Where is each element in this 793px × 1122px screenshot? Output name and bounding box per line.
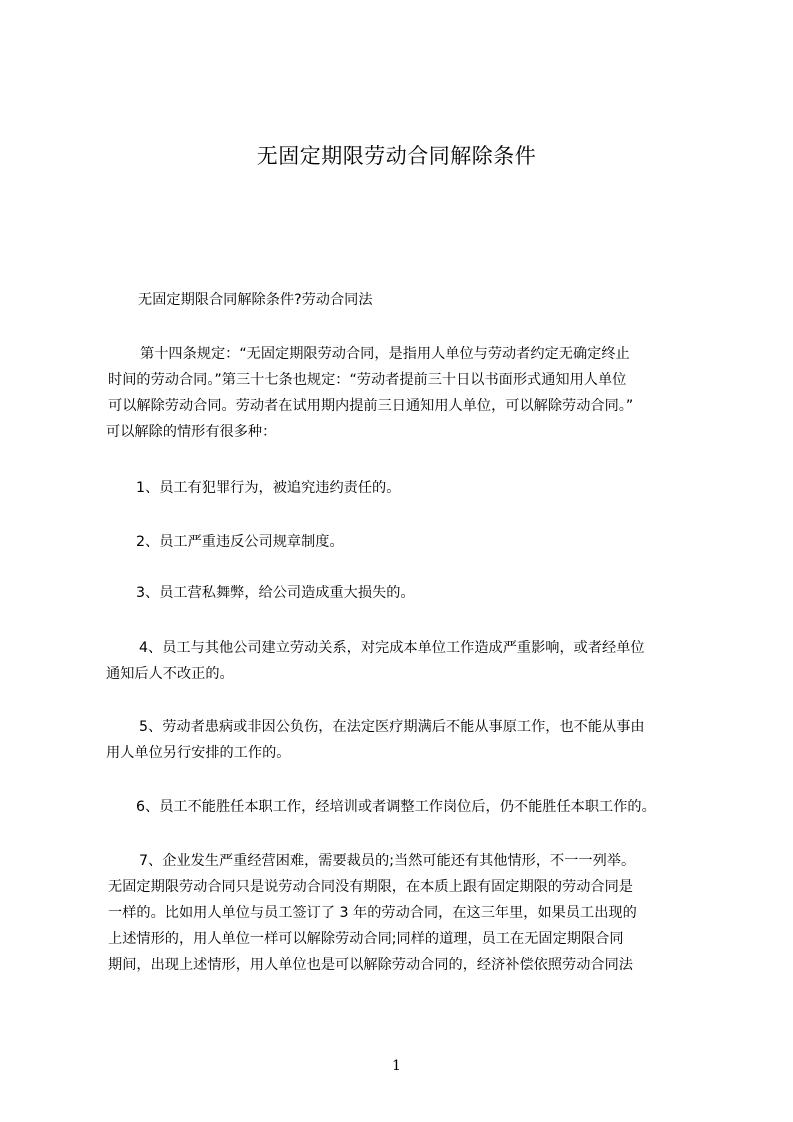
list-item-1: 1、员工有犯罪行为，被追究违约责任的。 — [136, 480, 401, 496]
page-number: 1 — [392, 1058, 401, 1074]
list-item-4-line-2: 通知后人不改正的。 — [106, 666, 234, 682]
intro-line-4: 可以解除的情形有很多种： — [106, 424, 277, 440]
list-item-7-line-1: 7、企业发生严重经营困难，需要裁员的;当然可能还有其他情形，不一一列举。 — [139, 853, 636, 869]
subtitle-line: 无固定期限合同解除条件?劳动合同法 — [138, 292, 373, 308]
list-item-7-line-2: 无固定期限劳动合同只是说劳动合同没有期限，在本质上跟有固定期限的劳动合同是 — [108, 879, 633, 895]
list-item-3: 3、员工营私舞弊，给公司造成重大损失的。 — [136, 585, 415, 601]
list-item-2: 2、员工严重违反公司规章制度。 — [136, 534, 344, 550]
intro-line-3: 可以解除劳动合同。劳动者在试用期内提前三日通知用人单位，可以解除劳动合同。” — [108, 398, 634, 414]
list-item-5-line-1: 5、劳动者患病或非因公负伤，在法定医疗期满后不能从事原工作，也不能从事由 — [139, 719, 645, 735]
list-item-5-line-2: 用人单位另行安排的工作的。 — [106, 745, 291, 761]
list-item-6: 6、员工不能胜任本职工作，经培训或者调整工作岗位后，仍不能胜任本职工作的。 — [136, 799, 656, 815]
intro-line-1: 第十四条规定：“无固定期限劳动合同，是指用人单位与劳动者约定无确定终止 — [140, 346, 630, 362]
list-item-7-line-5: 期间，出现上述情形，用人单位也是可以解除劳动合同的，经济补偿依照劳动合同法 — [108, 957, 633, 973]
list-item-4-line-1: 4、员工与其他公司建立劳动关系，对完成本单位工作造成严重影响，或者经单位 — [139, 640, 645, 656]
list-item-7-line-3: 一样的。比如用人单位与员工签订了 3 年的劳动合同，在这三年里，如果员工出现的 — [108, 905, 637, 921]
document-title: 无固定期限劳动合同解除条件 — [256, 144, 537, 168]
intro-line-2: 时间的劳动合同。”第三十七条也规定：“劳动者提前三十日以书面形式通知用人单位 — [108, 372, 627, 388]
list-item-7-line-4: 上述情形的，用人单位一样可以解除劳动合同;同样的道理，员工在无固定期限合同 — [108, 931, 624, 947]
